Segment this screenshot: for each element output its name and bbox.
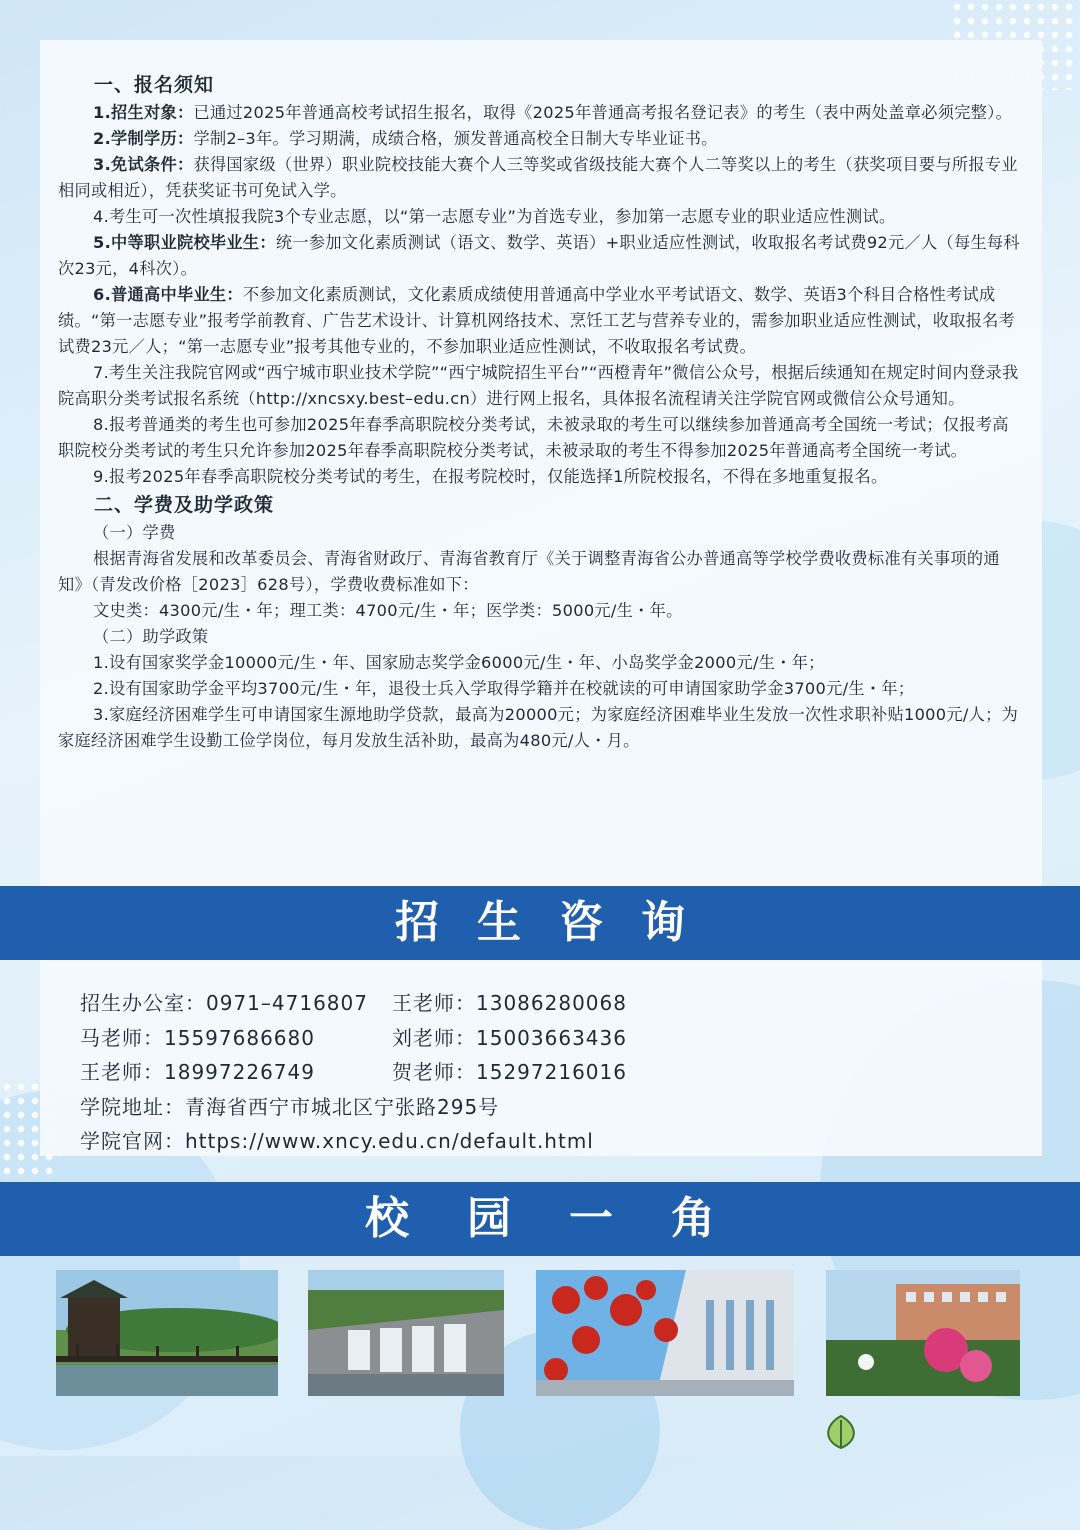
leaf-icon [818,1414,864,1450]
registration-item [58,464,1024,490]
registration-item [58,282,1024,360]
peony-building-photo [826,1270,1020,1396]
aid-item: 1.设有国家奖学金10000元/生・年、国家励志奖学金6000元/生・年、小岛奖学金2000元/生・年； [93,653,825,672]
registration-item [58,360,1024,412]
contact-phone: 招生办公室：0971–4716807 [80,991,368,1015]
registration-item-label: 6.普通高中毕业生： [93,285,243,304]
registration-item-text: 7.考生关注我院官网或“西宁城市职业技术学院”“西宁城院招生平台”“西橙青年”微信公众号，根据后续通知在规定时间内登录我院高职分类考试报名系统（http://xncsxy.best–edu.cn）进行网上报名，具体报名流程请关注学院官网或微信公众号通知。 [58,363,1019,408]
aid-list [58,650,1024,754]
notice-content [58,70,1024,754]
fee-heading: （一）学费 [93,523,176,542]
section-title-fees: 二、学费及助学政策 [94,494,275,516]
contact-rows [80,986,627,1090]
fee-text: 根据青海省发展和改革委员会、青海省财政厅、青海省教育厅《关于调整青海省公办普通高等学校学费收费标准有关事项的通知》（青发改价格［2023］628号），学费收费标准如下： [58,549,1000,594]
campus-photos [56,1270,1026,1396]
contact-phone: 王老师：18997226749 [80,1060,315,1084]
registration-item [58,204,1024,230]
registration-item-text: 统一参加文化素质测试（语文、数学、英语）+职业适应性测试，收取报名考试费92元／人（每生每科次23元，4科次）。 [58,233,1020,278]
consult-banner [0,886,1080,960]
contact-phone: 贺老师：15297216016 [392,1060,627,1084]
registration-item-text: 不参加文化素质测试，文化素质成绩使用普通高中学业水平考试语文、数学、英语3个科目合格性考试成绩。“第一志愿专业”报考学前教育、广告艺术设计、计算机网络技术、烹饪工艺与营养专业的，需参加职业适应性测试，收取报名考试费23元／人；“第一志愿专业”报考其他专业的，不参加职业适应性测试，不收取报名考试费。 [58,285,1016,356]
address-text: 学院地址：青海省西宁市城北区宁张路295号 [80,1094,500,1119]
registration-item [58,126,1024,152]
pavilion-photo [56,1270,278,1396]
campus-title: 校园一角 [365,1193,773,1244]
registration-item-label: 3.免试条件： [93,155,194,174]
registration-item-text: 4.考生可一次性填报我院3个专业志愿，以“第一志愿专业”为首选专业，参加第一志愿专业的职业适应性测试。 [93,207,896,226]
registration-item [58,230,1024,282]
fountain-photo [308,1270,504,1396]
registration-item [58,152,1024,204]
aid-heading: （二）助学政策 [93,627,209,646]
contact-row [80,1021,627,1056]
campus-banner [0,1182,1080,1256]
contact-phone: 王老师：13086280068 [392,991,627,1015]
registration-item-text: 8.报考普通类的考生也可参加2025年春季高职院校分类考试，未被录取的考生可以继续参加普通高考全国统一考试；仅报考高职院校分类考试的考生只允许参加2025年春季高职院校分类考试，未被录取的考生不得参加2025年普通高考全国统一考试。 [58,415,1009,460]
registration-item-label: 2.学制学历： [93,129,194,148]
contact-phone: 刘老师：15003663436 [392,1025,627,1050]
contact-row [80,1055,627,1090]
registration-item-label: 5.中等职业院校毕业生： [93,233,276,252]
registration-item-text: 获得国家级（世界）职业院校技能大赛个人三等奖或省级技能大赛个人二等奖以上的考生（获奖项目要与所报专业相同或相近），凭获奖证书可免试入学。 [58,155,1018,200]
section-title-registration: 一、报名须知 [94,74,215,96]
aid-item: 3.家庭经济困难学生可申请国家生源地助学贷款，最高为20000元；为家庭经济困难毕业生发放一次性求职补贴1000元/人；为家庭经济困难学生设勤工俭学岗位，每月发放生活补助，最高为480元/人・月。 [58,705,1019,750]
contact-row [80,986,627,1021]
aid-item: 2.设有国家助学金平均3700元/生・年，退役士兵入学取得学籍并在校就读的可申请国家助学金3700元/生・年； [93,679,915,698]
red-leaves-building-photo [536,1270,794,1396]
registration-item-text: 9.报考2025年春季高职院校分类考试的考生，在报考院校时，仅能选择1所院校报名，不得在多地重复报名。 [93,467,888,486]
contact-phone: 马老师：15597686680 [80,1025,315,1050]
registration-item [58,412,1024,464]
website-link[interactable]: 学院官网：https://www.xncy.edu.cn/default.html [80,1129,594,1153]
registration-item [58,100,1024,126]
consult-title: 招生咨询 [395,897,723,948]
contact-info [80,986,627,1159]
registration-list [58,100,1024,490]
fee-rates: 文史类：4300元/生・年；理工类：4700元/生・年；医学类：5000元/生・年。 [93,601,683,620]
registration-item-text: 已通过2025年普通高校考试招生报名，取得《2025年普通高考报名登记表》的考生（表中两处盖章必须完整）。 [193,103,1013,122]
registration-item-text: 学制2–3年。学习期满，成绩合格，颁发普通高校全日制大专毕业证书。 [193,129,718,148]
registration-item-label: 1.招生对象： [93,103,194,122]
